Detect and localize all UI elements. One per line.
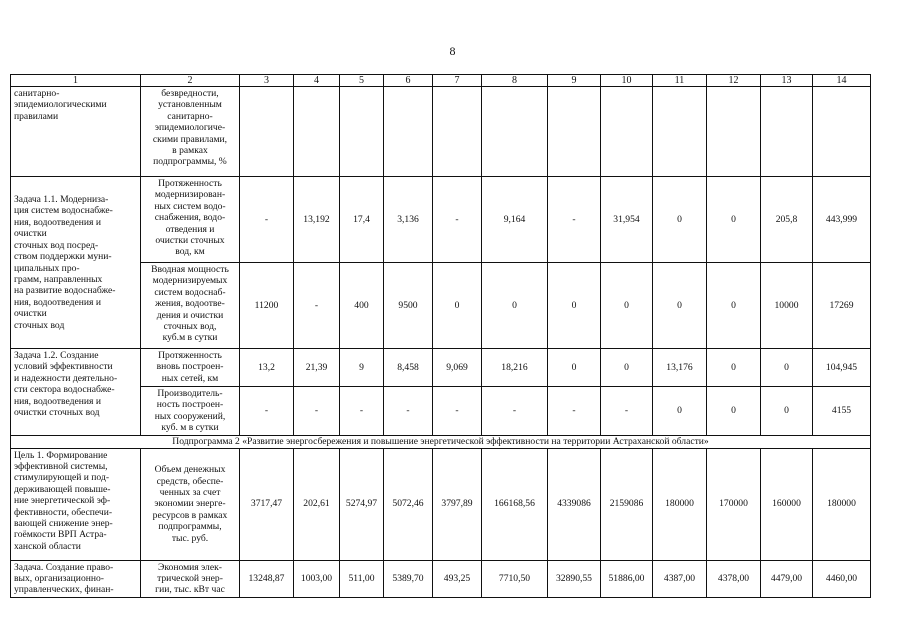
value-cell: [653, 87, 707, 177]
value-cell: 31,954: [601, 177, 653, 263]
value-cell: [240, 87, 294, 177]
value-cell: 493,25: [433, 560, 482, 597]
value-cell: 104,945: [813, 349, 871, 387]
header-cell: 1: [11, 75, 141, 87]
value-cell: 443,999: [813, 177, 871, 263]
header-cell: 4: [294, 75, 340, 87]
table-row: [11, 560, 871, 597]
value-cell: 400: [340, 263, 384, 349]
value-cell: 4378,00: [707, 560, 761, 597]
value-cell: 166168,56: [482, 448, 548, 560]
value-cell: 0: [601, 349, 653, 387]
value-cell: 21,39: [294, 349, 340, 387]
value-cell: 0: [707, 177, 761, 263]
value-cell: 4155: [813, 387, 871, 436]
value-cell: 8,458: [384, 349, 433, 387]
value-cell: 13,2: [240, 349, 294, 387]
value-cell: [548, 87, 601, 177]
subprogram-row: [11, 435, 871, 448]
value-cell: [761, 87, 813, 177]
header-cell: 14: [813, 75, 871, 87]
value-cell: 13248,87: [240, 560, 294, 597]
value-cell: 0: [653, 177, 707, 263]
value-cell: 11200: [240, 263, 294, 349]
page-number: 8: [449, 44, 456, 58]
value-cell: 180000: [813, 448, 871, 560]
header-cell: 11: [653, 75, 707, 87]
value-cell: 0: [707, 387, 761, 436]
value-cell: 0: [601, 263, 653, 349]
header-row: [11, 75, 871, 87]
value-cell: 202,61: [294, 448, 340, 560]
value-cell: 13,192: [294, 177, 340, 263]
header-cell: 12: [707, 75, 761, 87]
value-cell: 4460,00: [813, 560, 871, 597]
header-cell: 13: [761, 75, 813, 87]
value-cell: -: [433, 177, 482, 263]
indicator-cell: Протяженность вновь построен- ных сетей, км: [141, 349, 240, 387]
value-cell: 7710,50: [482, 560, 548, 597]
value-cell: 0: [548, 263, 601, 349]
indicators-table: [10, 74, 871, 598]
value-cell: 4339086: [548, 448, 601, 560]
value-cell: 0: [761, 387, 813, 436]
value-cell: -: [240, 177, 294, 263]
value-cell: -: [548, 177, 601, 263]
value-cell: 0: [548, 349, 601, 387]
value-cell: [384, 87, 433, 177]
value-cell: 13,176: [653, 349, 707, 387]
value-cell: 1003,00: [294, 560, 340, 597]
value-cell: 511,00: [340, 560, 384, 597]
value-cell: 17269: [813, 263, 871, 349]
goal-cell: Цель 1. Формирование эффективной системы, стимулирующей и под- держивающей повыше- ние энергетической эф- фективности, обеспечи- вающей снижение энер- гоёмкости ВРП Астра- ханской области: [11, 448, 141, 560]
value-cell: 4479,00: [761, 560, 813, 597]
task-cell: Задача 1.2. Создание условий эффективности и надежности деятельно- сти сектора водоснабже- ния, водоотведения и очистки сточных вод: [11, 349, 141, 436]
indicator-cell: безвредности, установленным санитарно- эпидемиологиче- скими правилами, в рамках подпрограммы, %: [141, 87, 240, 177]
value-cell: 51886,00: [601, 560, 653, 597]
table-row: [11, 177, 871, 263]
value-cell: 3797,89: [433, 448, 482, 560]
value-cell: 0: [761, 349, 813, 387]
value-cell: 32890,55: [548, 560, 601, 597]
value-cell: -: [294, 263, 340, 349]
value-cell: 3717,47: [240, 448, 294, 560]
indicator-cell: Производитель- ность построен- ных сооружений, куб. м в сутки: [141, 387, 240, 436]
value-cell: 9500: [384, 263, 433, 349]
header-cell: 10: [601, 75, 653, 87]
subprogram-title: Подпрограмма 2 «Развитие энергосбережения и повышение энергетической эффективности на территории Астраханской области»: [11, 435, 871, 448]
value-cell: 5072,46: [384, 448, 433, 560]
value-cell: -: [294, 387, 340, 436]
value-cell: [294, 87, 340, 177]
value-cell: 170000: [707, 448, 761, 560]
value-cell: 0: [707, 349, 761, 387]
value-cell: 2159086: [601, 448, 653, 560]
indicator-cell: Вводная мощность модернизируемых систем водоснаб- жения, водоотве- дения и очистки сточных вод, куб.м в сутки: [141, 263, 240, 349]
table-row: [11, 448, 871, 560]
value-cell: 4387,00: [653, 560, 707, 597]
table-row: [11, 87, 871, 177]
value-cell: -: [433, 387, 482, 436]
value-cell: -: [240, 387, 294, 436]
value-cell: [601, 87, 653, 177]
value-cell: 0: [653, 263, 707, 349]
header-cell: 2: [141, 75, 240, 87]
value-cell: -: [340, 387, 384, 436]
value-cell: 160000: [761, 448, 813, 560]
value-cell: 9,069: [433, 349, 482, 387]
value-cell: 18,216: [482, 349, 548, 387]
value-cell: 0: [433, 263, 482, 349]
header-cell: 5: [340, 75, 384, 87]
value-cell: 0: [653, 387, 707, 436]
header-cell: 3: [240, 75, 294, 87]
goal-cell: санитарно- эпидемиологическими правилами: [11, 87, 141, 177]
value-cell: [482, 87, 548, 177]
header-cell: 9: [548, 75, 601, 87]
task-cell: Задача 1.1. Модерниза- ция систем водоснабже- ния, водоотведения и очистки сточных вод посред- ством поддержки муни- ципальных про- грамм, направленных на развитие водоснабже- ния, водоотведения и очистки сточных вод: [11, 177, 141, 349]
header-cell: 6: [384, 75, 433, 87]
value-cell: 5274,97: [340, 448, 384, 560]
value-cell: [813, 87, 871, 177]
value-cell: [433, 87, 482, 177]
value-cell: 0: [482, 263, 548, 349]
task-cell: Задача. Создание право- вых, организационно- управленческих, финан-: [11, 560, 141, 597]
value-cell: 9: [340, 349, 384, 387]
value-cell: 9,164: [482, 177, 548, 263]
value-cell: 3,136: [384, 177, 433, 263]
table-row: [11, 349, 871, 387]
value-cell: -: [548, 387, 601, 436]
value-cell: 180000: [653, 448, 707, 560]
indicator-cell: Экономия элек- трической энер- гии, тыс. кВт час: [141, 560, 240, 597]
value-cell: 5389,70: [384, 560, 433, 597]
indicator-cell: Объем денежных средств, обеспе- ченных за счет экономии энерге- ресурсов в рамках подпрограммы, тыс. руб.: [141, 448, 240, 560]
value-cell: -: [482, 387, 548, 436]
value-cell: -: [601, 387, 653, 436]
value-cell: 0: [707, 263, 761, 349]
value-cell: -: [384, 387, 433, 436]
value-cell: [340, 87, 384, 177]
header-cell: 7: [433, 75, 482, 87]
value-cell: 17,4: [340, 177, 384, 263]
value-cell: 10000: [761, 263, 813, 349]
indicator-cell: Протяженность модернизирован- ных систем водо- снабжения, водо- отведения и очистки сточных вод, км: [141, 177, 240, 263]
value-cell: 205,8: [761, 177, 813, 263]
value-cell: [707, 87, 761, 177]
header-cell: 8: [482, 75, 548, 87]
